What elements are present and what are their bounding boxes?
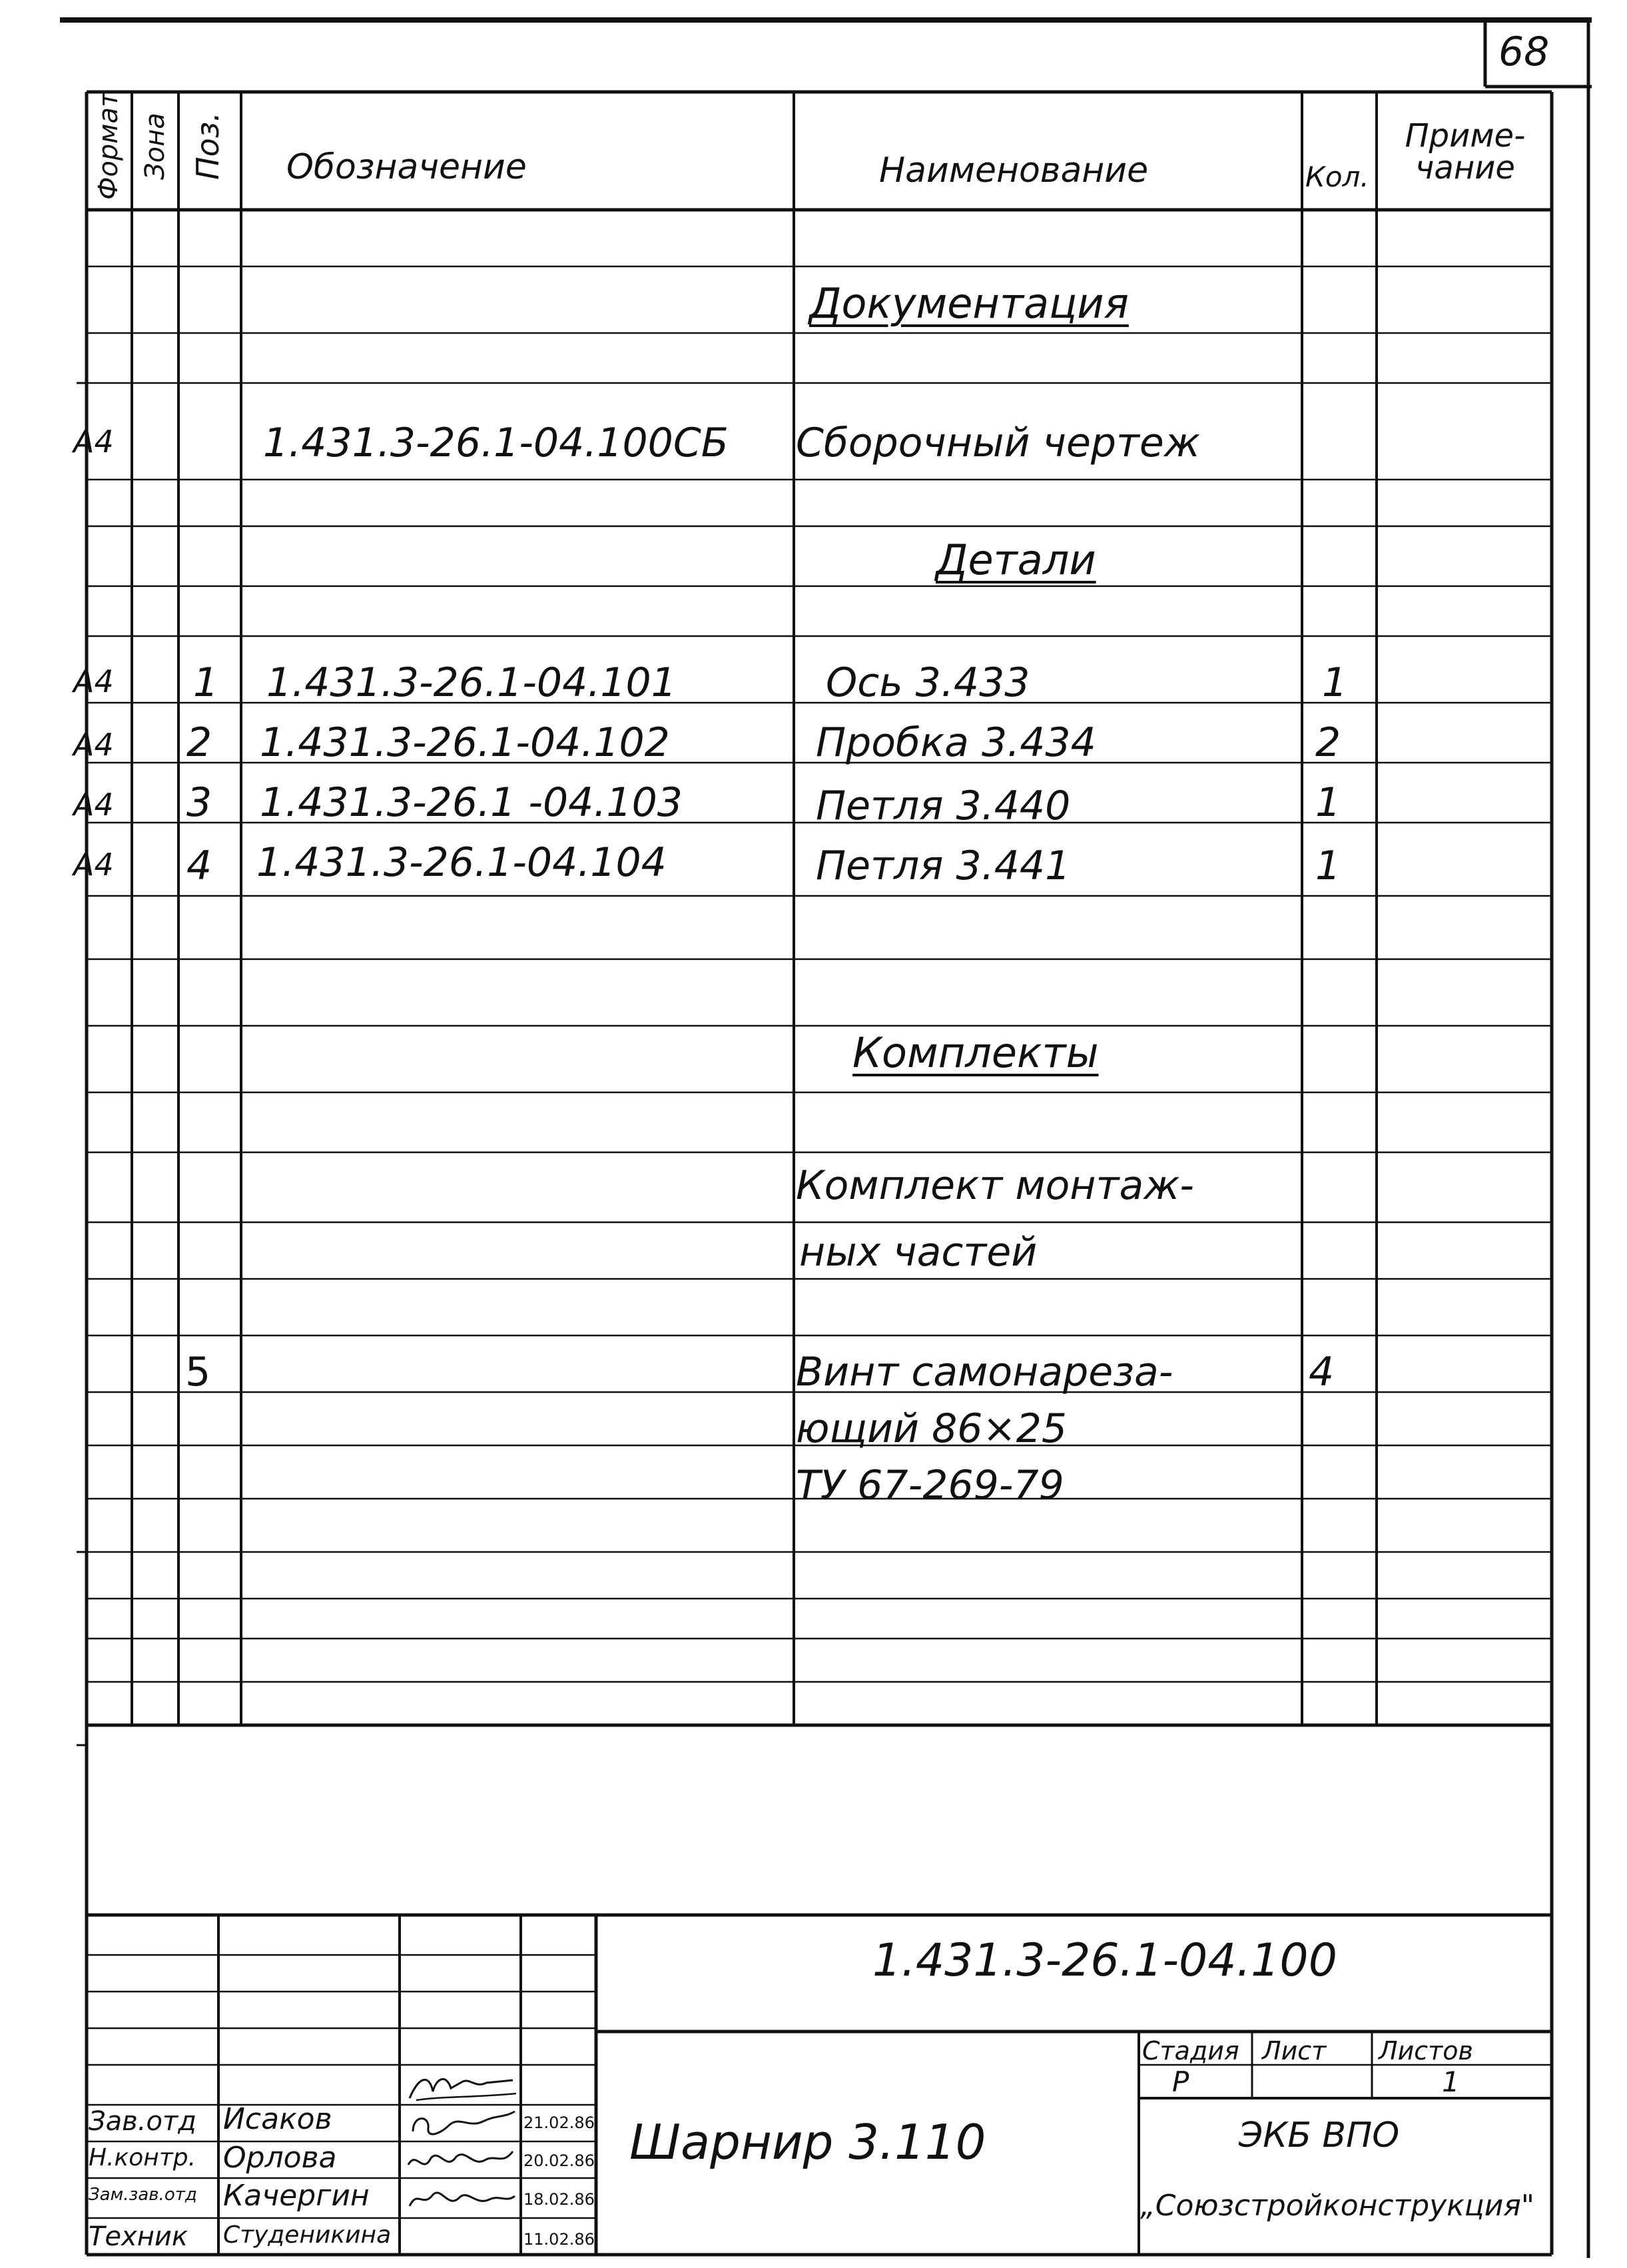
header-name: Наименование bbox=[879, 151, 1149, 190]
signature-kachergin bbox=[403, 2145, 519, 2178]
header-pos: Поз. bbox=[190, 112, 226, 180]
sheets-value: 1 bbox=[1442, 2066, 1460, 2098]
page-number: 68 bbox=[1498, 29, 1550, 75]
row-name: Сборочный чертеж bbox=[796, 420, 1200, 466]
row-format: А4 bbox=[73, 847, 114, 883]
row-designation: 1.431.3-26.1-04.102 bbox=[260, 719, 670, 766]
row-qty: 2 bbox=[1315, 719, 1341, 766]
row-name: ТУ 67-269-79 bbox=[796, 1462, 1064, 1509]
row-name: Петля 3.440 bbox=[816, 783, 1071, 829]
header-format: Формат bbox=[93, 91, 124, 200]
row-name: ных частей bbox=[799, 1229, 1038, 1276]
signer-date: 11.02.86 bbox=[523, 2230, 595, 2249]
section-details: Детали bbox=[936, 536, 1096, 584]
row-name: Петля 3.441 bbox=[816, 843, 1071, 889]
item-name: Шарнир 3.110 bbox=[629, 2114, 986, 2170]
row-name: Пробка 3.434 bbox=[816, 719, 1096, 766]
row-format: А4 bbox=[73, 787, 114, 823]
signer-date: 20.02.86 bbox=[523, 2151, 595, 2170]
header-designation: Обозначение bbox=[286, 147, 527, 187]
org-line1: ЭКБ ВПО bbox=[1239, 2115, 1400, 2155]
header-zone: Зона bbox=[140, 113, 170, 180]
row-qty: 4 bbox=[1309, 1349, 1335, 1395]
signer-role: Зав.отд bbox=[89, 2106, 196, 2137]
signature-isakov bbox=[403, 2068, 519, 2105]
signer-name: Исаков bbox=[223, 2102, 332, 2136]
header-note: Приме- чание bbox=[1405, 117, 1526, 187]
stage-label: Стадия bbox=[1142, 2036, 1239, 2066]
signer-role: Н.контр. bbox=[89, 2144, 196, 2171]
signer-name: Орлова bbox=[223, 2141, 337, 2175]
stage-value: Р bbox=[1172, 2066, 1189, 2098]
signer-role: Зам.зав.отд bbox=[89, 2185, 197, 2205]
signature-studenikina bbox=[403, 2183, 519, 2216]
row-qty: 1 bbox=[1315, 779, 1341, 826]
signer-role: Техник bbox=[89, 2221, 188, 2252]
signer-name: Качергин bbox=[223, 2179, 370, 2213]
section-kits: Комплекты bbox=[852, 1028, 1099, 1077]
row-name: ющий 86×25 bbox=[796, 1405, 1068, 1452]
row-pos: 5 bbox=[185, 1349, 211, 1395]
sheets-label: Листов bbox=[1379, 2036, 1473, 2066]
row-pos: 2 bbox=[186, 719, 212, 766]
row-qty: 1 bbox=[1322, 659, 1348, 706]
row-pos: 3 bbox=[186, 779, 212, 826]
signer-date: 21.02.86 bbox=[523, 2113, 595, 2132]
row-format: А4 bbox=[73, 727, 114, 763]
signature-orlova bbox=[403, 2108, 519, 2141]
row-designation: 1.431.3-26.1 -04.103 bbox=[260, 779, 683, 826]
org-line2: „Союзстройконструкция" bbox=[1140, 2189, 1535, 2223]
row-name: Ось 3.433 bbox=[826, 659, 1030, 706]
header-qty: Кол. bbox=[1305, 161, 1369, 193]
doc-number: 1.431.3-26.1-04.100 bbox=[872, 1934, 1337, 1987]
row-designation: 1.431.3-26.1-04.104 bbox=[256, 839, 667, 886]
row-pos: 1 bbox=[193, 659, 219, 706]
row-format: А4 bbox=[73, 424, 114, 460]
row-name: Комплект монтаж- bbox=[796, 1162, 1194, 1209]
row-format: А4 bbox=[73, 663, 114, 699]
signer-date: 18.02.86 bbox=[523, 2190, 595, 2209]
section-documentation: Документация bbox=[809, 279, 1129, 328]
row-pos: 4 bbox=[186, 843, 212, 889]
row-designation: 1.431.3-26.1-04.101 bbox=[266, 659, 677, 706]
row-qty: 1 bbox=[1315, 843, 1341, 889]
signer-name: Студеникина bbox=[223, 2221, 392, 2249]
row-designation: 1.431.3-26.1-04.100СБ bbox=[263, 420, 729, 466]
sheet-label: Лист bbox=[1262, 2036, 1327, 2066]
row-name: Винт самонареза- bbox=[796, 1349, 1173, 1395]
